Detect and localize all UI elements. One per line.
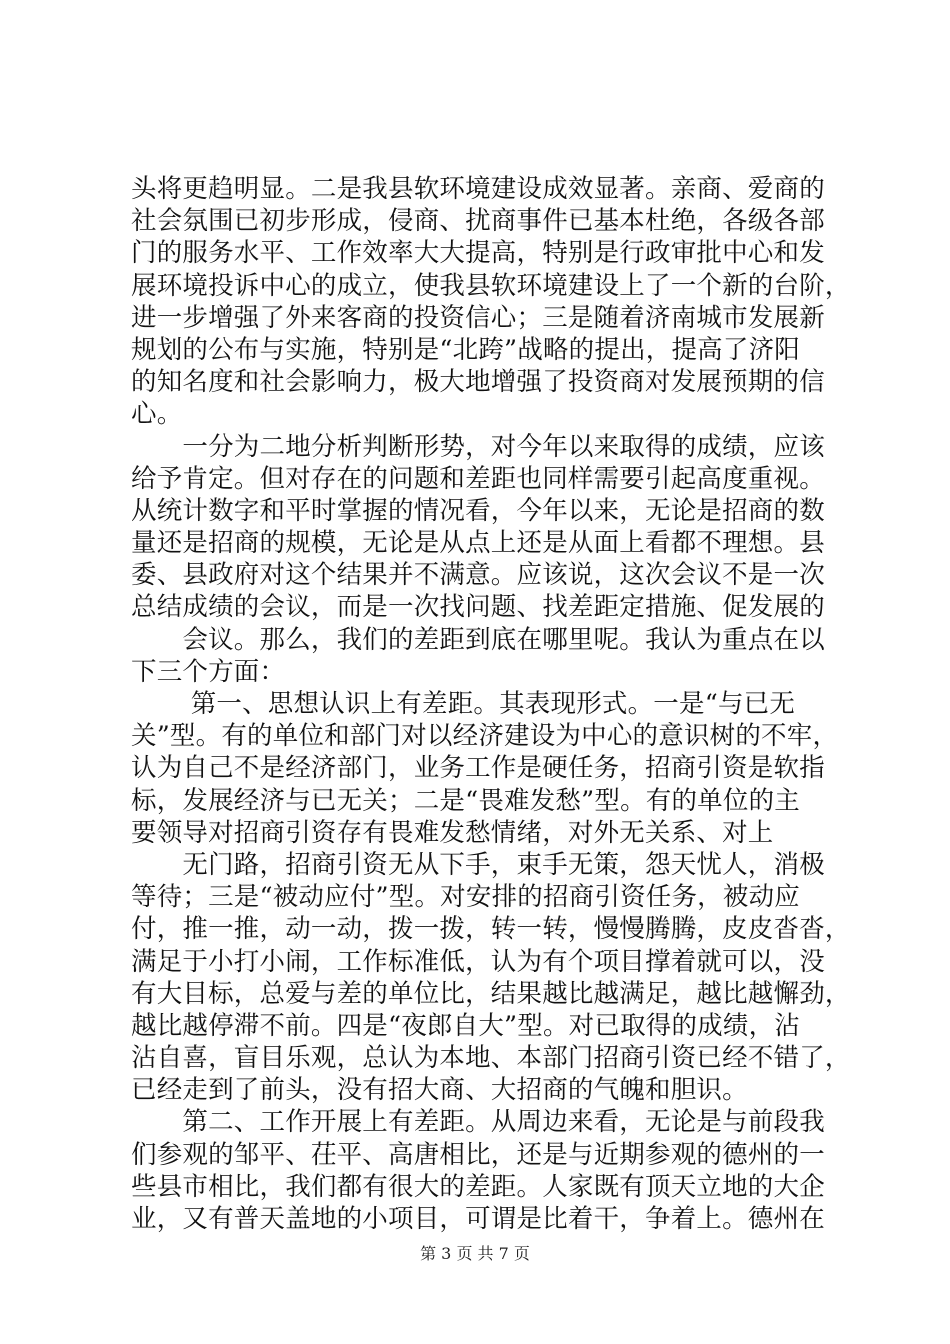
text-line: 关”型。有的单位和部门对以经济建设为中心的意识树的不牢， <box>131 721 839 752</box>
text-line: 标，发展经济与已无关；二是“畏难发愁”型。有的单位的主 <box>131 785 800 816</box>
text-line: 一分为二地分析判断形势，对今年以来取得的成绩，应该 <box>131 431 825 462</box>
text-line: 业，又有普天盖地的小项目，可谓是比着干，争着上。德州在 <box>131 1204 825 1234</box>
text-line: 下三个方面： <box>131 656 286 687</box>
text-line: 进一步增强了外来客商的投资信心；三是随着济南城市发展新 <box>131 302 825 333</box>
text-line: 无门路，招商引资无从下手，束手无策，怨天忧人，消极 <box>131 849 825 880</box>
text-line: 已经走到了前头，没有招大商、大招商的气魄和胆识。 <box>131 1075 748 1106</box>
text-line: 越比越停滞不前。四是“夜郎自大”型。对已取得的成绩，沾 <box>131 1010 800 1041</box>
text-line: 满足于小打小闹，工作标准低，认为有个项目撑着就可以，没 <box>131 946 825 977</box>
text-line: 门的服务水平、工作效率大大提高，特别是行政审批中心和发 <box>131 238 825 269</box>
text-line: 委、县政府对这个结果并不满意。应该说，这次会议不是一次 <box>131 560 825 591</box>
text-line: 等待；三是“被动应付”型。对安排的招商引资任务，被动应 <box>131 882 800 913</box>
text-line: 给予肯定。但对存在的问题和差距也同样需要引起高度重视。 <box>131 463 825 494</box>
text-line: 沾自喜，盲目乐观，总认为本地、本部门招商引资已经不错了， <box>131 1043 851 1074</box>
text-line: 有大目标，总爱与差的单位比，结果越比越满足，越比越懈劲， <box>131 978 851 1009</box>
page-footer <box>0 1244 950 1264</box>
text-line: 第一、思想认识上有差距。其表现形式。一是“与已无 <box>131 689 796 719</box>
text-line: 的知名度和社会影响力，极大地增强了投资商对发展预期的信 <box>131 367 825 398</box>
text-line: 社会氛围已初步形成，侵商、扰商事件已基本杜绝，各级各部 <box>131 206 825 237</box>
text-line: 要领导对招商引资存有畏难发愁情绪，对外无关系、对上 <box>131 817 774 848</box>
text-line: 总结成绩的会议，而是一次找问题、找差距定措施、促发展的 <box>131 592 825 623</box>
text-line: 们参观的邹平、茌平、高唐相比，还是与近期参观的德州的一 <box>131 1139 825 1170</box>
text-line: 第二、工作开展上有差距。从周边来看，无论是与前段我 <box>131 1107 825 1138</box>
text-line: 付，推一推，动一动，拨一拨，转一转，慢慢腾腾，皮皮沓沓， <box>131 914 851 945</box>
text-line: 心。 <box>131 399 183 430</box>
document-body <box>131 173 851 1235</box>
text-line: 认为自己不是经济部门，业务工作是硬任务，招商引资是软指 <box>131 753 825 784</box>
text-line: 展环境投诉中心的成立，使我县软环境建设上了一个新的台阶， <box>131 270 851 301</box>
text-line: 头将更趋明显。二是我县软环境建设成效显著。亲商、爱商的 <box>131 174 825 204</box>
text-line: 规划的公布与实施，特别是“北跨”战略的提出，提高了济阳 <box>131 334 800 365</box>
text-line: 量还是招商的规模，无论是从点上还是从面上看都不理想。县 <box>131 528 825 559</box>
text-line: 从统计数字和平时掌握的情况看，今年以来，无论是招商的数 <box>131 495 825 526</box>
text-line: 会议。那么，我们的差距到底在哪里呢。我认为重点在以 <box>131 624 825 655</box>
text-line: 些县市相比，我们都有很大的差距。人家既有顶天立地的大企 <box>131 1171 825 1202</box>
page-number: 第 3 页 共 7 页 <box>420 1244 530 1263</box>
